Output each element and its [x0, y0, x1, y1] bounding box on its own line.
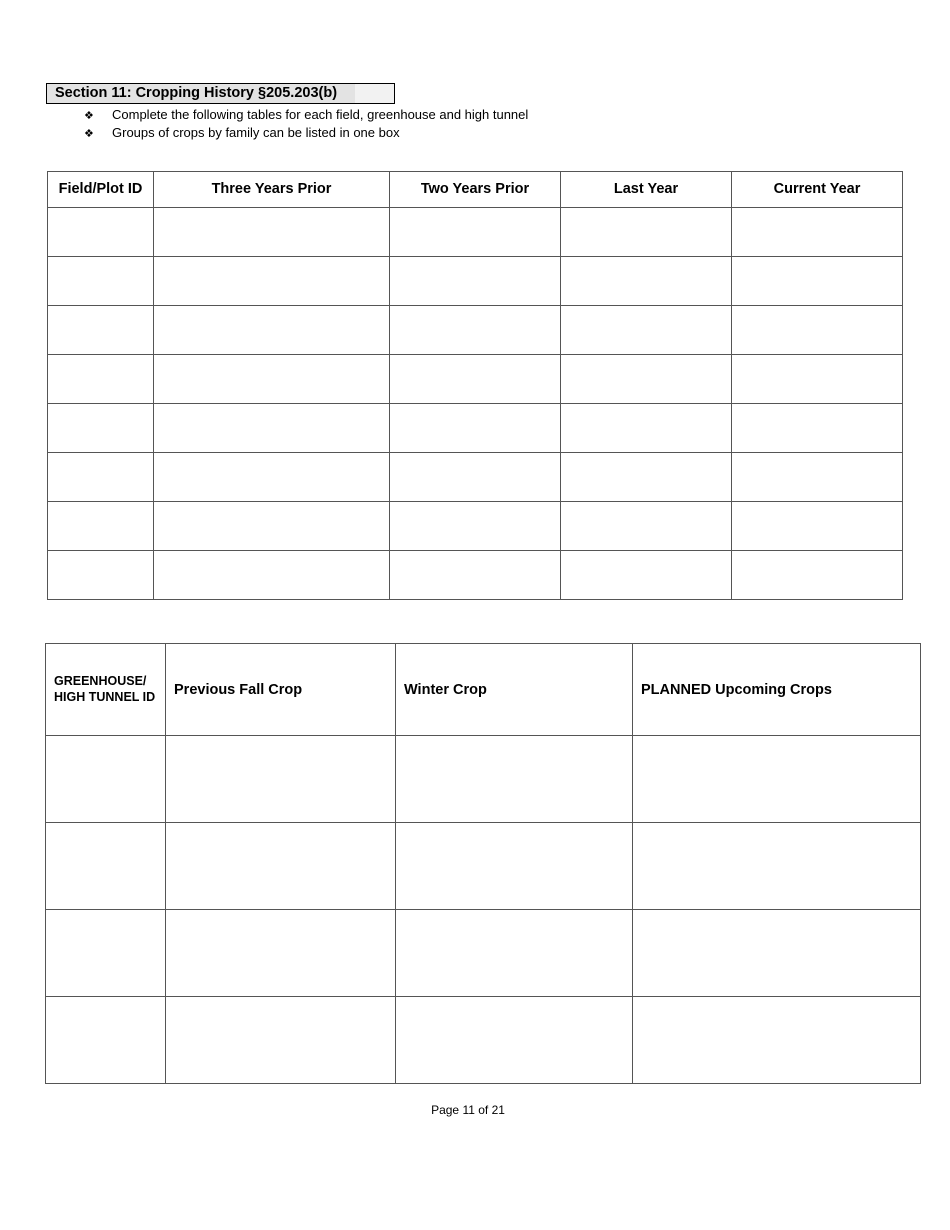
greenhouse-cell[interactable] — [396, 823, 633, 910]
column-header-greenhouse-id: GREENHOUSE/ HIGH TUNNEL ID — [46, 644, 166, 736]
crop-history-cell[interactable] — [154, 355, 390, 404]
greenhouse-cell[interactable] — [396, 910, 633, 997]
table-row — [48, 306, 903, 355]
crop-history-cell[interactable] — [390, 208, 561, 257]
crop-history-table — [47, 171, 903, 600]
crop-history-cell[interactable] — [154, 257, 390, 306]
table-row — [48, 502, 903, 551]
diamond-bullet-icon: ❖ — [84, 110, 94, 122]
greenhouse-cell[interactable] — [633, 823, 921, 910]
table-row — [46, 997, 921, 1084]
crop-history-cell[interactable] — [390, 306, 561, 355]
greenhouse-cell[interactable] — [166, 910, 396, 997]
column-header-planned-upcoming-crops: PLANNED Upcoming Crops — [633, 644, 921, 736]
table-header-row — [48, 172, 903, 208]
crop-history-cell[interactable] — [154, 306, 390, 355]
crop-history-cell[interactable] — [732, 404, 903, 453]
section-title-text: Section 11: Cropping History §205.203(b) — [55, 85, 338, 101]
table-row — [48, 453, 903, 502]
column-header-three-years-prior: Three Years Prior — [154, 172, 390, 208]
table-row — [46, 910, 921, 997]
crop-history-cell[interactable] — [561, 306, 732, 355]
crop-history-cell[interactable] — [390, 404, 561, 453]
greenhouse-cell[interactable] — [633, 997, 921, 1084]
crop-history-cell[interactable] — [561, 404, 732, 453]
crop-history-cell[interactable] — [390, 502, 561, 551]
page-number: Page 11 of 21 — [431, 1103, 505, 1117]
greenhouse-cell[interactable] — [46, 910, 166, 997]
greenhouse-cell[interactable] — [633, 736, 921, 823]
greenhouse-cell[interactable] — [166, 997, 396, 1084]
greenhouse-cell[interactable] — [396, 997, 633, 1084]
table-row — [46, 736, 921, 823]
crop-history-cell[interactable] — [154, 404, 390, 453]
crop-history-cell[interactable] — [561, 453, 732, 502]
crop-history-cell[interactable] — [154, 551, 390, 600]
column-header-last-year: Last Year — [561, 172, 732, 208]
crop-history-cell[interactable] — [390, 453, 561, 502]
crop-history-cell[interactable] — [732, 453, 903, 502]
column-header-previous-fall-crop: Previous Fall Crop — [166, 644, 396, 736]
crop-history-cell[interactable] — [732, 355, 903, 404]
crop-history-cell[interactable] — [390, 355, 561, 404]
greenhouse-cell[interactable] — [166, 736, 396, 823]
diamond-bullet-icon: ❖ — [84, 127, 94, 140]
instruction-item: ❖ Complete the following tables for each field, greenhouse and high tunnel — [84, 107, 528, 125]
column-header-winter-crop: Winter Crop — [396, 644, 633, 736]
table-header-row — [46, 644, 921, 736]
greenhouse-table — [45, 643, 921, 1084]
crop-history-cell[interactable] — [561, 208, 732, 257]
crop-history-cell[interactable] — [48, 208, 154, 257]
crop-history-cell[interactable] — [732, 257, 903, 306]
crop-history-cell[interactable] — [390, 257, 561, 306]
crop-history-cell[interactable] — [732, 502, 903, 551]
table-row — [48, 404, 903, 453]
crop-history-cell[interactable] — [48, 404, 154, 453]
crop-history-cell[interactable] — [154, 502, 390, 551]
table-row — [48, 257, 903, 306]
crop-history-cell[interactable] — [48, 306, 154, 355]
crop-history-cell[interactable] — [48, 257, 154, 306]
instruction-list — [84, 107, 528, 142]
table-row — [46, 823, 921, 910]
section-title — [46, 83, 395, 104]
crop-history-cell[interactable] — [732, 208, 903, 257]
table-row — [48, 551, 903, 600]
greenhouse-cell[interactable] — [633, 910, 921, 997]
greenhouse-cell[interactable] — [166, 823, 396, 910]
table-row — [48, 208, 903, 257]
crop-history-cell[interactable] — [48, 551, 154, 600]
crop-history-cell[interactable] — [154, 453, 390, 502]
crop-history-cell[interactable] — [48, 355, 154, 404]
crop-history-cell[interactable] — [390, 551, 561, 600]
crop-history-cell[interactable] — [48, 453, 154, 502]
crop-history-cell[interactable] — [561, 257, 732, 306]
greenhouse-cell[interactable] — [46, 823, 166, 910]
greenhouse-cell[interactable] — [46, 736, 166, 823]
instruction-item: ❖ Groups of crops by family can be listed in one box — [84, 125, 528, 143]
crop-history-cell[interactable] — [561, 355, 732, 404]
table-row — [48, 355, 903, 404]
column-header-two-years-prior: Two Years Prior — [390, 172, 561, 208]
crop-history-cell[interactable] — [154, 208, 390, 257]
crop-history-cell[interactable] — [48, 502, 154, 551]
column-header-current-year: Current Year — [732, 172, 903, 208]
crop-history-cell[interactable] — [561, 551, 732, 600]
crop-history-cell[interactable] — [732, 306, 903, 355]
greenhouse-cell[interactable] — [396, 736, 633, 823]
crop-history-cell[interactable] — [732, 551, 903, 600]
greenhouse-cell[interactable] — [46, 997, 166, 1084]
crop-history-cell[interactable] — [561, 502, 732, 551]
column-header-field-plot-id: Field/Plot ID — [48, 172, 154, 208]
